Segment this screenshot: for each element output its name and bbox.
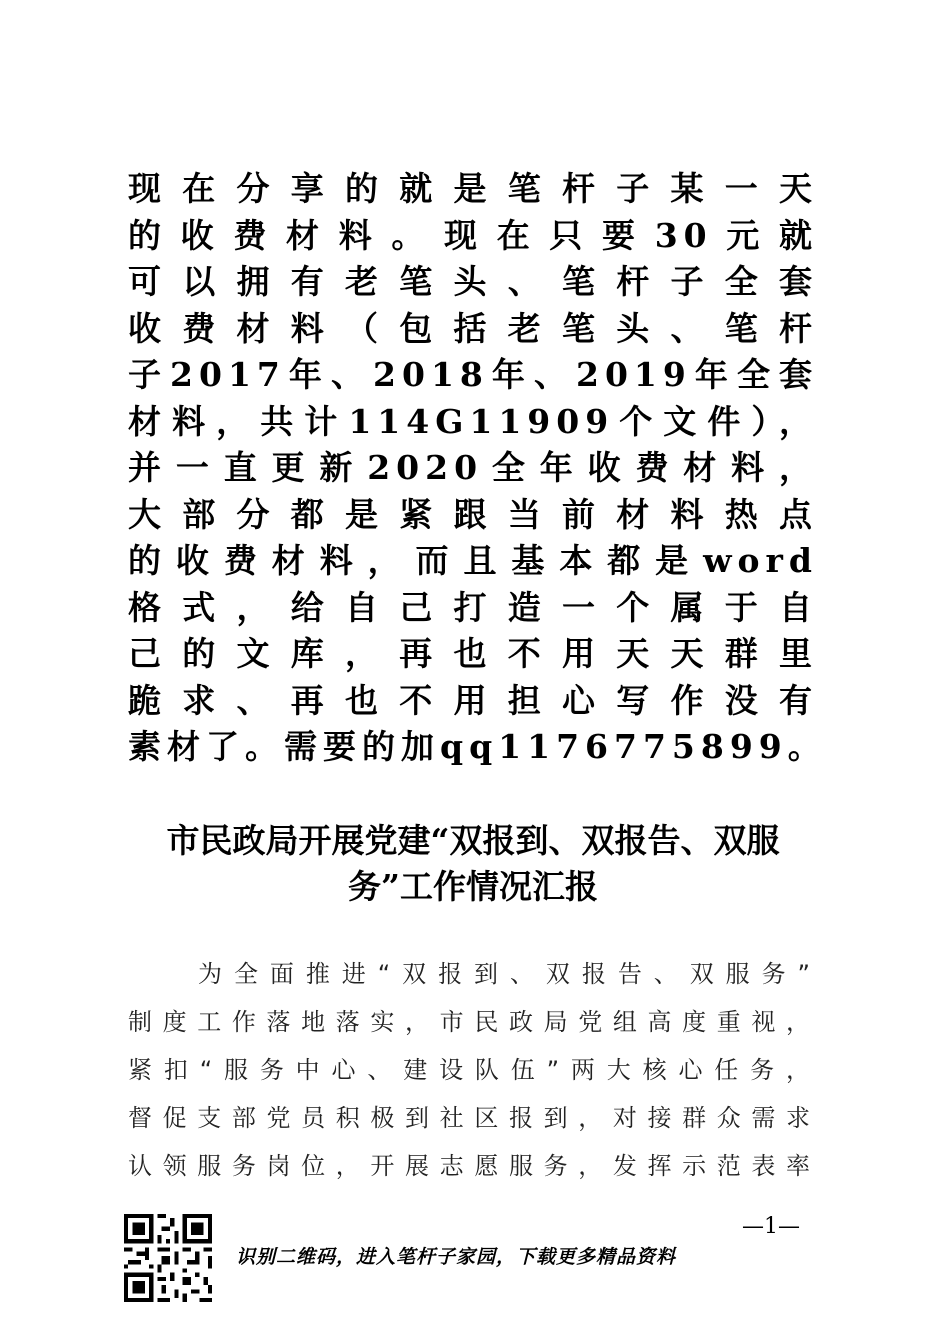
promo-line: 子2017年、2018年、2019年全套 — [128, 355, 818, 394]
body-line: 督促支部党员积极到社区报到，对接群众需求 — [128, 1104, 820, 1132]
promo-line: 跪求、再也不用担心写作没有 — [128, 680, 818, 720]
body-line: 紧扣“服务中心、建设队伍”两大核心任务， — [128, 1056, 820, 1084]
body-line: 制度工作落地落实，市民政局党组高度重视， — [128, 1008, 820, 1036]
promo-line: 收费材料（包括老笔头、笔杆 — [128, 308, 818, 348]
footer-caption: 识别二维码，进入笔杆子家园，下载更多精品资料 — [236, 1246, 677, 1268]
body-line: 认领服务岗位，开展志愿服务，发挥示范表率 — [128, 1152, 820, 1180]
promo-line: 并一直更新2020全年收费材料， — [128, 448, 818, 487]
title-line-2: 务”工作情况汇报 — [348, 867, 598, 906]
promo-line: 素材了。需要的加qq1176775899。 — [128, 727, 827, 766]
title-line-1: 市民政局开展党建“双报到、双报告、双服 — [166, 821, 780, 860]
promo-line: 格式，给自己打造一个属于自 — [128, 587, 818, 627]
promo-line: 的收费材料。现在只要30元就 — [128, 215, 818, 255]
promo-line: 材料，共计114G11909个文件）， — [128, 401, 818, 441]
promo-line: 现在分享的就是笔杆子某一天 — [128, 169, 818, 208]
promo-line: 的收费材料，而且基本都是word — [128, 541, 818, 580]
document-title — [128, 818, 818, 910]
body-paragraph — [128, 950, 820, 1190]
promo-line: 大部分都是紧跟当前材料热点 — [128, 494, 818, 534]
promo-line: 己的文库，再也不用天天群里 — [128, 634, 818, 673]
page-number: —1— — [742, 1214, 800, 1239]
promo-paragraph — [128, 166, 827, 771]
qr-code-icon[interactable] — [124, 1214, 212, 1302]
body-line: 为全面推进“双报到、双报告、双服务” — [198, 960, 820, 988]
promo-line: 可以拥有老笔头、笔杆子全套 — [128, 262, 818, 301]
